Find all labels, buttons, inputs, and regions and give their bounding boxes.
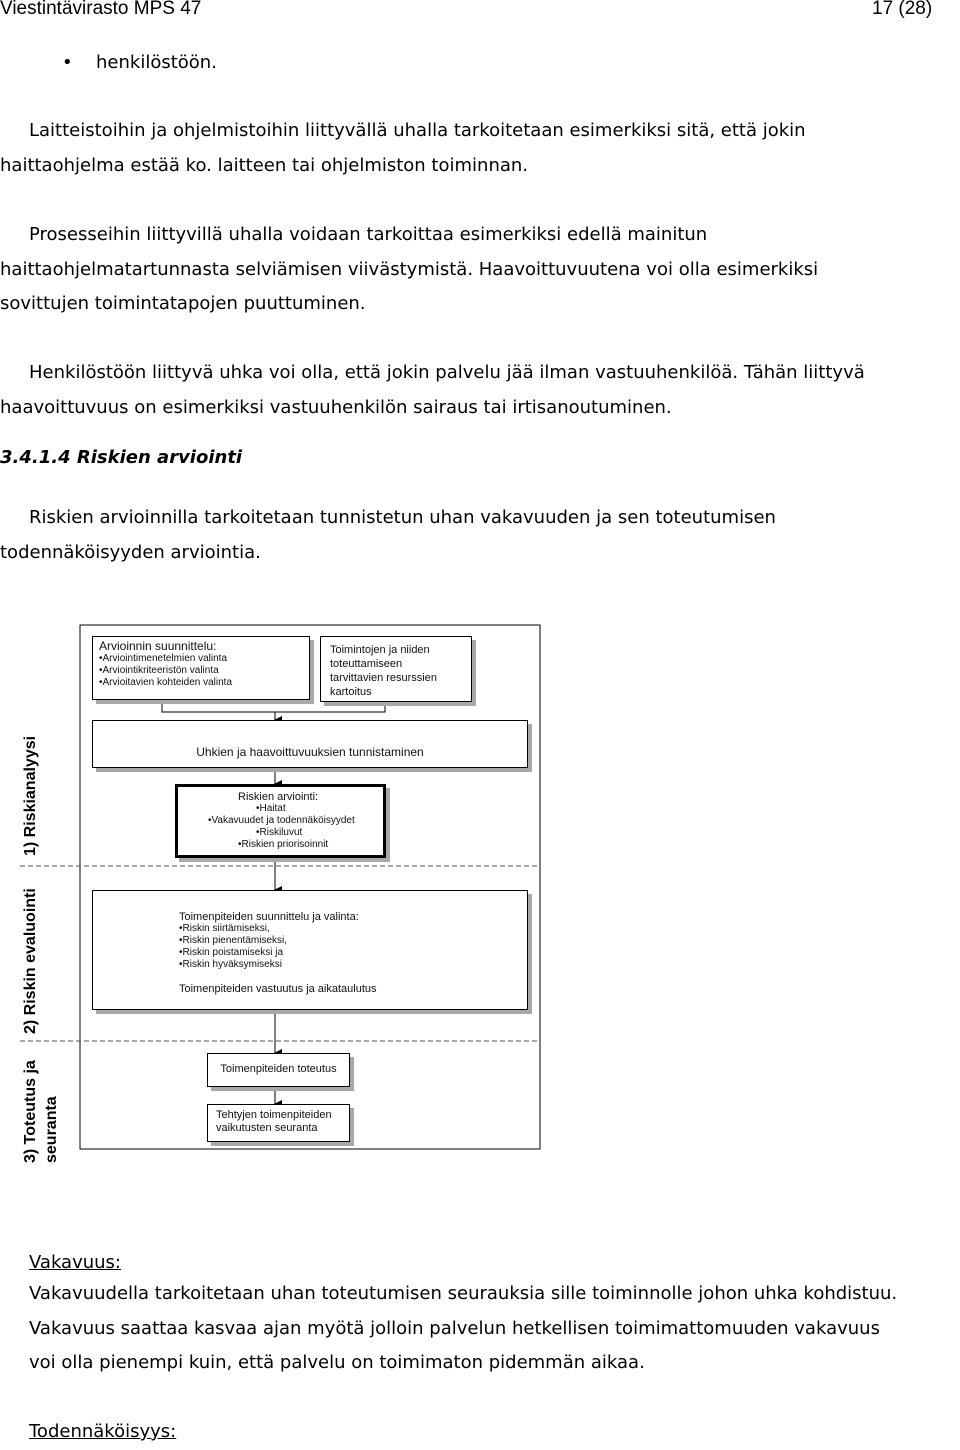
box-title: Toimenpiteiden suunnittelu ja valinta: xyxy=(179,911,359,923)
label-follow-up: seuranta xyxy=(43,1096,60,1163)
box-item: •Riskin poistamiseksi ja xyxy=(179,947,284,958)
text-line: haittaohjelmatartunnasta selviämisen viivästymistä. Haavoittuvuutena voi olla esimerkiksi xyxy=(0,258,819,280)
page-number: 17 (28) xyxy=(872,0,933,19)
box-line: Toimenpiteiden toteutus xyxy=(220,1063,337,1075)
text-line: Vakavuudella tarkoitetaan uhan toteutumisen seurauksia sille toiminnolle johon uhka kohdistuu. xyxy=(29,1283,898,1304)
box-item: •Arviointimenetelmien valinta xyxy=(99,653,228,664)
box-follow-up xyxy=(207,1104,350,1142)
box-line: Tehtyjen toimenpiteiden xyxy=(216,1109,332,1121)
box-risk-assessment xyxy=(175,784,386,858)
text-line: haavoittuvuus on esimerkiksi vastuuhenkilön sairaus tai irtisanoutuminen. xyxy=(0,396,672,418)
box-assessment-planning xyxy=(92,636,310,700)
box-threat-identification xyxy=(92,720,528,768)
text-line: Vakavuus saattaa kasvaa ajan myötä jolloin palvelun hetkellisen toimimattomuuden vakavuus xyxy=(29,1317,880,1339)
text-line: Laitteistoihin ja ohjelmistoihin liittyvällä uhalla tarkoitetaan esimerkiksi sitä, että jokin xyxy=(29,120,806,141)
doc-header-left: Viestintävirasto MPS 47 xyxy=(0,0,202,19)
vakavuus-title: Vakavuus: xyxy=(29,1252,121,1273)
box-line: Uhkien ja haavoittuvuuksien tunnistaminen xyxy=(196,745,424,759)
box-line: toteuttamiseen xyxy=(330,658,403,670)
label-implementation: 3) Toteutus ja xyxy=(22,1060,39,1163)
bullet-marker: • xyxy=(62,52,73,73)
label-risk-analysis: 1) Riskianalyysi xyxy=(22,735,39,856)
box-item: •Haitat xyxy=(256,803,286,814)
text-line: Riskien arvioinnilla tarkoitetaan tunnistetun uhan vakavuuden ja sen toteutumisen xyxy=(29,507,776,528)
box-item: •Riskien priorisoinnit xyxy=(238,839,329,850)
text-line: Prosesseihin liittyvillä uhalla voidaan tarkoittaa esimerkiksi edellä mainitun xyxy=(29,224,708,245)
box-line: Toimintojen ja niiden xyxy=(330,644,430,656)
section-heading: 3.4.1.4 Riskien arviointi xyxy=(0,447,243,468)
text-line: Henkilöstöön liittyvä uhka voi olla, että jokin palvelu jää ilman vastuuhenkilöä. Tähän liittyvä xyxy=(29,362,865,383)
text-line: voi olla pienempi kuin, että palvelu on toimimaton pidemmän aikaa. xyxy=(29,1352,645,1373)
bullet-item: henkilöstöön. xyxy=(96,52,217,73)
box-resources-mapping xyxy=(320,636,472,702)
box-title: Arvioinnin suunnittelu: xyxy=(99,639,217,653)
box-implementation xyxy=(207,1053,350,1087)
paragraph-vakavuus xyxy=(29,1277,960,1381)
box-title: Toimenpiteiden vastuutus ja aikataulutus xyxy=(179,983,377,995)
text-line: haittaohjelma estää ko. laitteen tai ohjelmiston toiminnan. xyxy=(0,154,529,176)
box-item: •Arviointikriteeristön valinta xyxy=(99,665,219,676)
box-line: tarvittavien resurssien xyxy=(330,672,437,684)
text-line: sovittujen toimintatapojen puuttuminen. xyxy=(0,293,366,314)
box-title: Riskien arviointi: xyxy=(238,791,319,803)
box-line: vaikutusten seuranta xyxy=(216,1122,318,1134)
box-line: kartoitus xyxy=(330,686,372,698)
text-line: todennäköisyyden arviointia. xyxy=(0,541,261,563)
todennakoisyys-title: Todennäköisyys: xyxy=(29,1421,177,1442)
box-item: •Vakavuudet ja todennäköisyydet xyxy=(208,815,355,826)
box-measures-planning xyxy=(92,890,528,1010)
box-item: •Riskin siirtämiseksi, xyxy=(179,923,270,934)
box-item: •Riskiluvut xyxy=(256,827,303,838)
label-risk-evaluation: 2) Riskin evaluointi xyxy=(22,888,39,1034)
box-item: •Riskin pienentämiseksi, xyxy=(179,935,287,946)
box-item: •Riskin hyväksymiseksi xyxy=(179,959,282,970)
box-item: •Arvioitavien kohteiden valinta xyxy=(99,677,233,688)
